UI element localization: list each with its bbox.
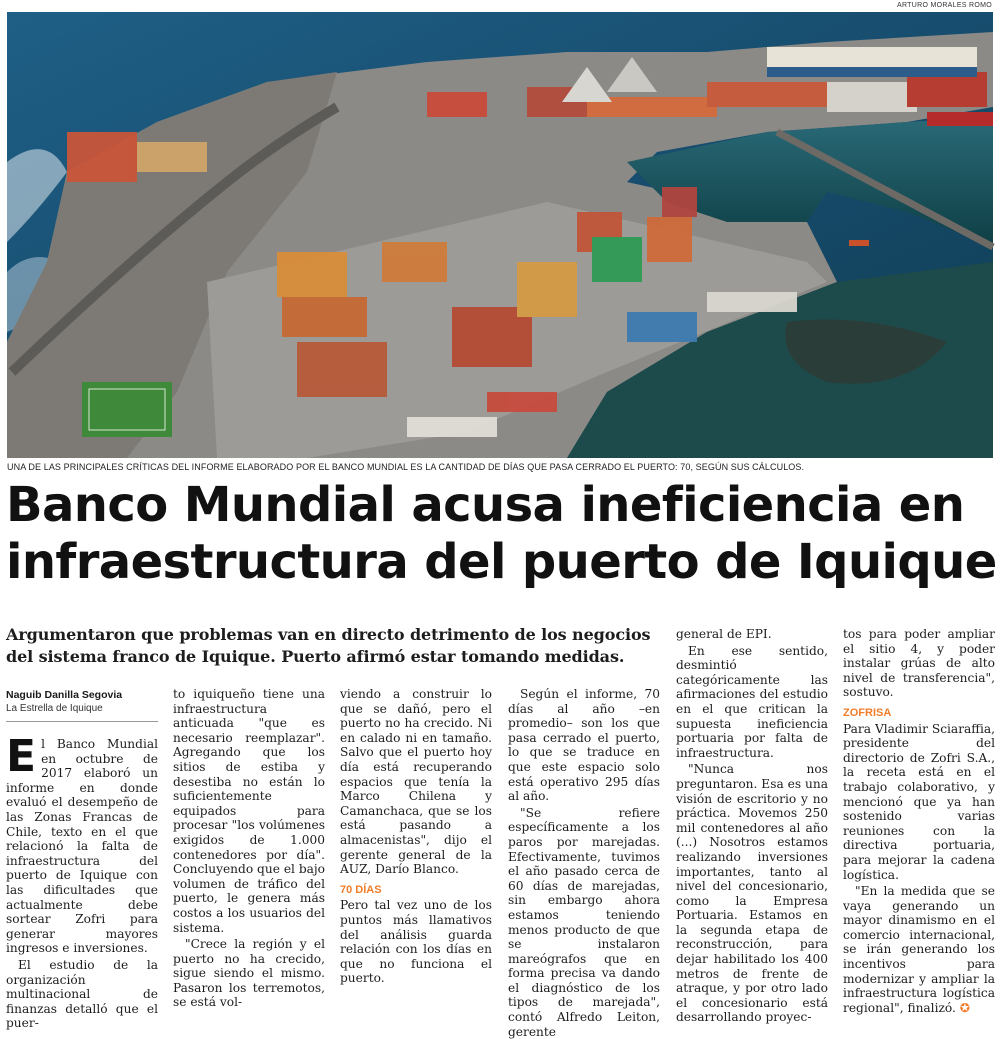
headline-line-1: Banco Mundial acusa ineficiencia en bbox=[6, 477, 965, 533]
byline-author: Naguib Danilla Segovia bbox=[6, 689, 123, 701]
paragraph-text: "En la medida que se vaya generando un mayor dinamismo en el comercio internacional, se irán generando los incentivos para modernizar y ampliar la infraestructura logística regional", finalizó. bbox=[843, 884, 995, 1015]
article-column-3 bbox=[340, 687, 492, 986]
article-paragraph: En ese sentido, desmintió categóricamente las afirmaciones del estudio en el que critican la supuesta ineficiencia portuaria por falta de infraestructura. bbox=[676, 643, 828, 760]
port-aerial-photo bbox=[7, 12, 993, 458]
byline bbox=[6, 689, 158, 722]
article-paragraph: "Crece la región y el puerto no ha crecido, sigue siendo el mismo. Pasaron los terremotos, se está vol- bbox=[173, 937, 325, 1010]
article-paragraph: Según el informe, 70 días al año –en promedio– son los que pasa cerrado el puerto, lo que se traduce en que este espacio solo está operativo 295 días al año. bbox=[508, 687, 660, 804]
article-column-4 bbox=[508, 687, 660, 1039]
headline-line-2: infraestructura del puerto de Iquique bbox=[6, 534, 997, 590]
article-paragraph: Para Vladimir Sciaraffia, presidente del directorio de Zofri S.A., la receta está en el trabajo colaborativo, y mencionó que ya han sostenido varias reuniones con la directiva portuaria, para mejorar la cadena logística. bbox=[843, 721, 995, 882]
drop-cap: E bbox=[6, 731, 37, 782]
article-paragraph bbox=[6, 731, 158, 956]
article-paragraph bbox=[843, 884, 995, 1015]
article-column-5 bbox=[676, 627, 828, 1025]
article-paragraph: Pero tal vez uno de los puntos más llamativos del análisis guarda relación con los días en que no funciona el puerto. bbox=[340, 898, 492, 986]
photo-credit: ARTURO MORALES ROMO bbox=[896, 2, 992, 9]
photo-caption: UNA DE LAS PRINCIPALES CRÍTICAS DEL INFORME ELABORADO POR EL BANCO MUNDIAL ES LA CANTIDAD DE DÍAS QUE PASA CERRADO EL PUERTO: 70, SEGÚN SUS CÁLCULOS. bbox=[7, 462, 805, 472]
byline-publication: La Estrella de Iquique bbox=[6, 703, 103, 714]
subheadline: Argumentaron que problemas van en directo detrimento de los negocios del sistema franco de Iquique. Puerto afirmó estar tomando medidas. bbox=[6, 625, 651, 666]
article-paragraph: general de EPI. bbox=[676, 627, 772, 641]
article-column-2 bbox=[173, 687, 325, 1010]
article-paragraph: viendo a construir lo que se dañó, pero el puerto no ha crecido. Ni en calado ni en tamaño. Salvo que el puerto hoy día está recuperando espacios que tenía la Marco Chilena y Camanchaca, que se los está pasando a almacenistas", dijo el gerente general de la AUZ, Darío Blanco. bbox=[340, 687, 492, 877]
section-heading-zofrisa: ZOFRISA bbox=[843, 706, 892, 719]
article-paragraph: to iquiqueño tiene una infraestructura anticuada "que es necesario reemplazar". Agregando que los sitios de estiba y desestiba no están lo suficientemente equipados para procesar "los volúmenes exigidos de 1.000 contenedores por día". Concluyendo que el bajo volumen de tráfico del puerto, le genera más costos a los usuarios del sistema. bbox=[173, 687, 325, 935]
section-heading-70-dias: 70 DÍAS bbox=[340, 883, 382, 896]
paragraph-text: l Banco Mundial en octubre de 2017 elaboró un informe en donde evaluó el desempeño de las Zonas Francas de Chile, texto en el que relacionó la falta de infraestructura del puerto de Iquique con las dificultades que actualmente debe sortear Zofri para generar mayores ingresos e inversiones. bbox=[6, 737, 158, 956]
end-mark-icon: ✪ bbox=[959, 1000, 970, 1015]
article-column-6 bbox=[843, 627, 995, 1015]
article-paragraph: tos para poder ampliar el sitio 4, y poder instalar grúas de alto nivel de transferencia", sostuvo. bbox=[843, 627, 995, 700]
headline bbox=[6, 477, 996, 591]
article-column-1 bbox=[6, 731, 158, 1031]
article-paragraph: El estudio de la organización multinacional de finanzas detalló que el puer- bbox=[6, 957, 158, 1031]
article-paragraph: "Se refiere específicamente a los paros por marejadas. Efectivamente, tuvimos el año pasado cerca de 60 días de marejadas, sin embargo ahora estamos teniendo menos producto de que se instalaron mareógrafos que en forma precisa va dando el diagnóstico de los tipos de marejada", contó Alfredo Leiton, gerente bbox=[508, 805, 660, 1039]
article-paragraph: "Nunca nos preguntaron. Esa es una visión de escritorio y no práctica. Movemos 250 mil contenedores al año (...) Nosotros estamos realizando inversiones importantes, tanto al nivel del concesionario, como la Empresa Portuaria. Estamos en la segunda etapa de reconstrucción, para dejar habilitado los 400 metros de frente de atraque, y por otro lado el concesionario está desarrollando proyec- bbox=[676, 762, 828, 1025]
